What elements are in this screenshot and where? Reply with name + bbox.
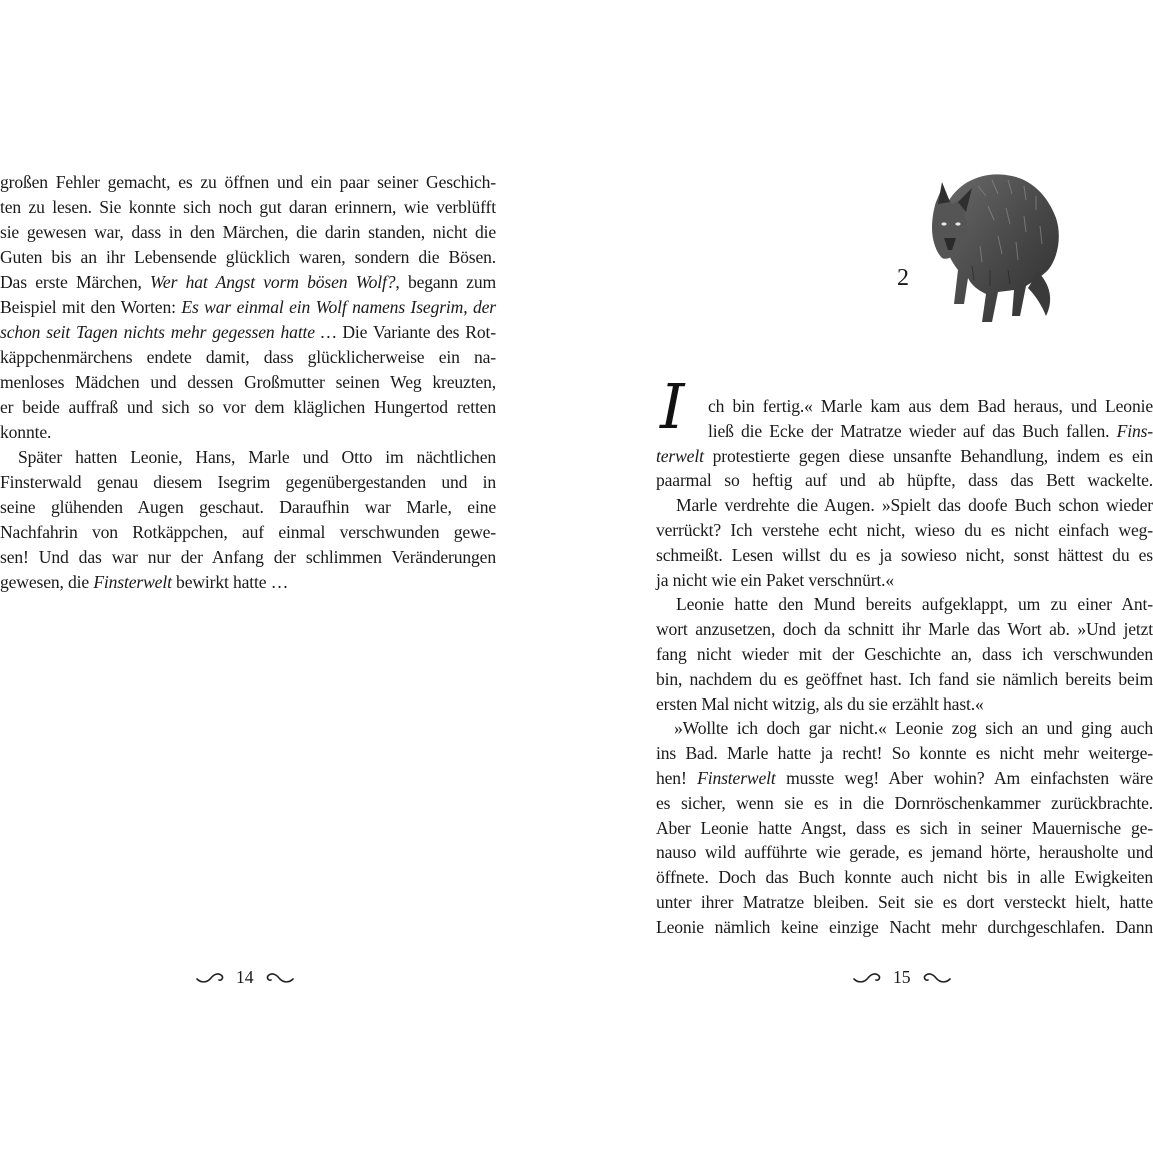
- text-segment: ersten Mal nicht witzig, als du sie erzählt hast.«: [656, 693, 984, 714]
- text-segment: schmeißt. Lesen willst du es ja sowieso nicht, sonst hättest du es: [656, 544, 1153, 565]
- text-segment: Guten bis an ihr Lebensende glücklich waren, sondern die Bösen.: [0, 247, 496, 267]
- text-segment: »Wollte ich doch gar nicht.« Leonie zog sich an und ging auch: [674, 718, 1153, 739]
- text-line: [676, 493, 1153, 518]
- text-line: [0, 470, 496, 495]
- italic-text: Finsterwelt: [93, 572, 172, 592]
- text-line: [0, 520, 496, 545]
- wolf-illustration-icon: [928, 166, 1063, 328]
- text-line: [656, 642, 1153, 667]
- page-number-right: [853, 963, 951, 991]
- text-line: [656, 468, 1153, 493]
- text-segment: Aber Leonie hatte Angst, dass es sich in seiner Mauernische ge-: [656, 817, 1153, 838]
- text-segment: Leonie hatte den Mund bereits aufgeklappt, um zu einer Ant-: [676, 594, 1153, 615]
- text-segment: Später hatten Leonie, Hans, Marle und Otto im nächtlichen: [18, 447, 496, 467]
- text-line: [0, 420, 51, 445]
- text-line: [656, 741, 1153, 766]
- italic-text: terwelt: [656, 445, 704, 466]
- text-segment: ließ die Ecke der Matratze wieder auf das Buch fallen.: [708, 420, 1117, 441]
- text-line: [0, 395, 496, 420]
- italic-text: schon seit Tagen nichts mehr gegessen hatte …: [0, 322, 337, 342]
- text-segment: menloses Mädchen und dessen Großmutter seinen Weg kreuzten,: [0, 372, 496, 392]
- text-line: [656, 692, 984, 717]
- text-segment: paarmal so heftig auf und ab hüpfte, dass das Bett wackelte.: [656, 470, 1153, 491]
- text-line: [0, 545, 496, 570]
- text-segment: er beide auffraß und sich so vor dem kläglichen Hungertod retten: [0, 397, 496, 417]
- italic-text: Finsterwelt: [697, 768, 776, 788]
- text-line: [656, 865, 1153, 890]
- text-segment: ch bin fertig.« Marle kam aus dem Bad heraus, und Leonie: [708, 396, 1153, 416]
- swash-ornament-icon: [196, 970, 226, 984]
- swash-ornament-icon: [853, 970, 883, 984]
- text-segment: hen!: [656, 768, 698, 788]
- text-segment: konnte.: [0, 422, 52, 442]
- text-segment: Nachfahrin von Rotkäppchen, auf einmal verschwunden gewe-: [0, 522, 496, 542]
- text-line: [656, 667, 1153, 692]
- text-segment: unter ihrer Matratze bleiben. Seit sie es dort versteckt hielt, hatte: [656, 892, 1153, 912]
- text-line: [0, 495, 496, 520]
- text-segment: wort anzusetzen, doch da schnitt ihr Marle das Wort ab. »Und jetzt: [656, 619, 1153, 640]
- text-line: [656, 915, 1153, 940]
- page-number-left: [196, 963, 294, 991]
- text-line: [0, 320, 496, 345]
- text-line: [656, 543, 1153, 568]
- text-line: [708, 394, 1153, 419]
- chapter-number: 2: [897, 265, 909, 291]
- text-segment: Marle verdrehte die Augen. »Spielt das doofe Buch schon wieder: [676, 495, 1153, 516]
- text-segment: öffnete. Doch das Buch konnte auch nicht bis in alle Ewigkeiten: [656, 867, 1153, 888]
- text-line: [0, 295, 496, 320]
- text-line: [0, 195, 496, 220]
- text-segment: Finsterwald genau diesem Isegrim gegenübergestanden und in: [0, 472, 496, 492]
- page-number-text: 14: [236, 966, 254, 987]
- text-line: [656, 444, 1153, 469]
- text-segment: gewesen, die: [0, 572, 94, 592]
- text-segment: ten zu lesen. Sie konnte sich noch gut daran erinnern, wie verblüfft: [0, 197, 496, 217]
- drop-cap: I: [660, 370, 685, 443]
- text-line: [656, 617, 1153, 642]
- text-line: [0, 345, 496, 370]
- text-line: [18, 445, 496, 470]
- italic-text: Wer hat Angst vorm bösen Wolf?: [150, 272, 396, 292]
- text-segment: Die Variante des Rot-: [336, 322, 496, 342]
- text-segment: verrückt? Ich verstehe echt nicht, wieso du es nicht einfach weg-: [656, 520, 1153, 540]
- text-segment: ja nicht wie ein Paket verschnürt.«: [656, 569, 895, 590]
- text-segment: fang nicht wieder mit der Geschichte an, dass ich verschwunden: [656, 644, 1153, 664]
- text-segment: es sicher, wenn sie es in die Dornröschenkammer zurückbrachte.: [656, 792, 1153, 813]
- text-segment: sie gewesen war, dass in den Märchen, die darin standen, nicht die: [0, 222, 496, 242]
- swash-ornament-icon: [264, 970, 294, 984]
- text-line: [656, 791, 1153, 816]
- text-line: [656, 518, 1153, 543]
- page-number-text: 15: [893, 966, 911, 987]
- text-line: [0, 270, 496, 295]
- text-segment: nauso wild aufführte wie gerade, es jemand hörte, herausholte und: [656, 842, 1153, 863]
- text-line: [676, 592, 1153, 617]
- text-line: [0, 170, 496, 195]
- text-line: [656, 766, 1153, 791]
- text-line: [656, 568, 894, 593]
- italic-text: Es war einmal ein Wolf namens Isegrim, der: [181, 297, 496, 317]
- text-line: [674, 716, 1153, 741]
- text-segment: protestierte gegen diese unsanfte Behandlung, indem es ein: [703, 445, 1153, 466]
- text-line: [656, 890, 1153, 915]
- italic-text: Fins-: [1116, 420, 1153, 441]
- text-segment: Das erste Märchen,: [0, 272, 151, 292]
- text-line: [0, 220, 496, 245]
- text-segment: Leonie nämlich keine einzige Nacht mehr durchgeschlafen. Dann: [656, 916, 1153, 937]
- text-segment: käppchenmärchens endete damit, dass glücklicherweise ein na-: [0, 347, 496, 367]
- text-segment: musste weg! Aber wohin? Am einfachsten wäre: [775, 768, 1153, 788]
- text-line: [0, 245, 496, 270]
- text-segment: , begann zum: [395, 272, 497, 292]
- text-line: [0, 570, 288, 595]
- text-line: [656, 816, 1153, 841]
- text-segment: bewirkt hatte …: [171, 572, 289, 592]
- text-segment: bin, nachdem du es geöffnet hast. Ich fand sie nämlich bereits beim: [656, 668, 1153, 689]
- swash-ornament-icon: [921, 970, 951, 984]
- text-line: [656, 840, 1153, 865]
- text-line: [708, 419, 1153, 444]
- text-segment: Beispiel mit den Worten:: [0, 297, 182, 317]
- text-line: [0, 370, 496, 395]
- text-segment: ins Bad. Marle hatte ja recht! So konnte es nicht mehr weiterge-: [656, 743, 1153, 764]
- text-segment: großen Fehler gemacht, es zu öffnen und ein paar seiner Geschich-: [0, 172, 496, 192]
- text-segment: sen! Und das war nur der Anfang der schlimmen Veränderungen: [0, 547, 496, 567]
- text-segment: seine glühenden Augen geschaut. Daraufhin war Marle, eine: [0, 497, 496, 517]
